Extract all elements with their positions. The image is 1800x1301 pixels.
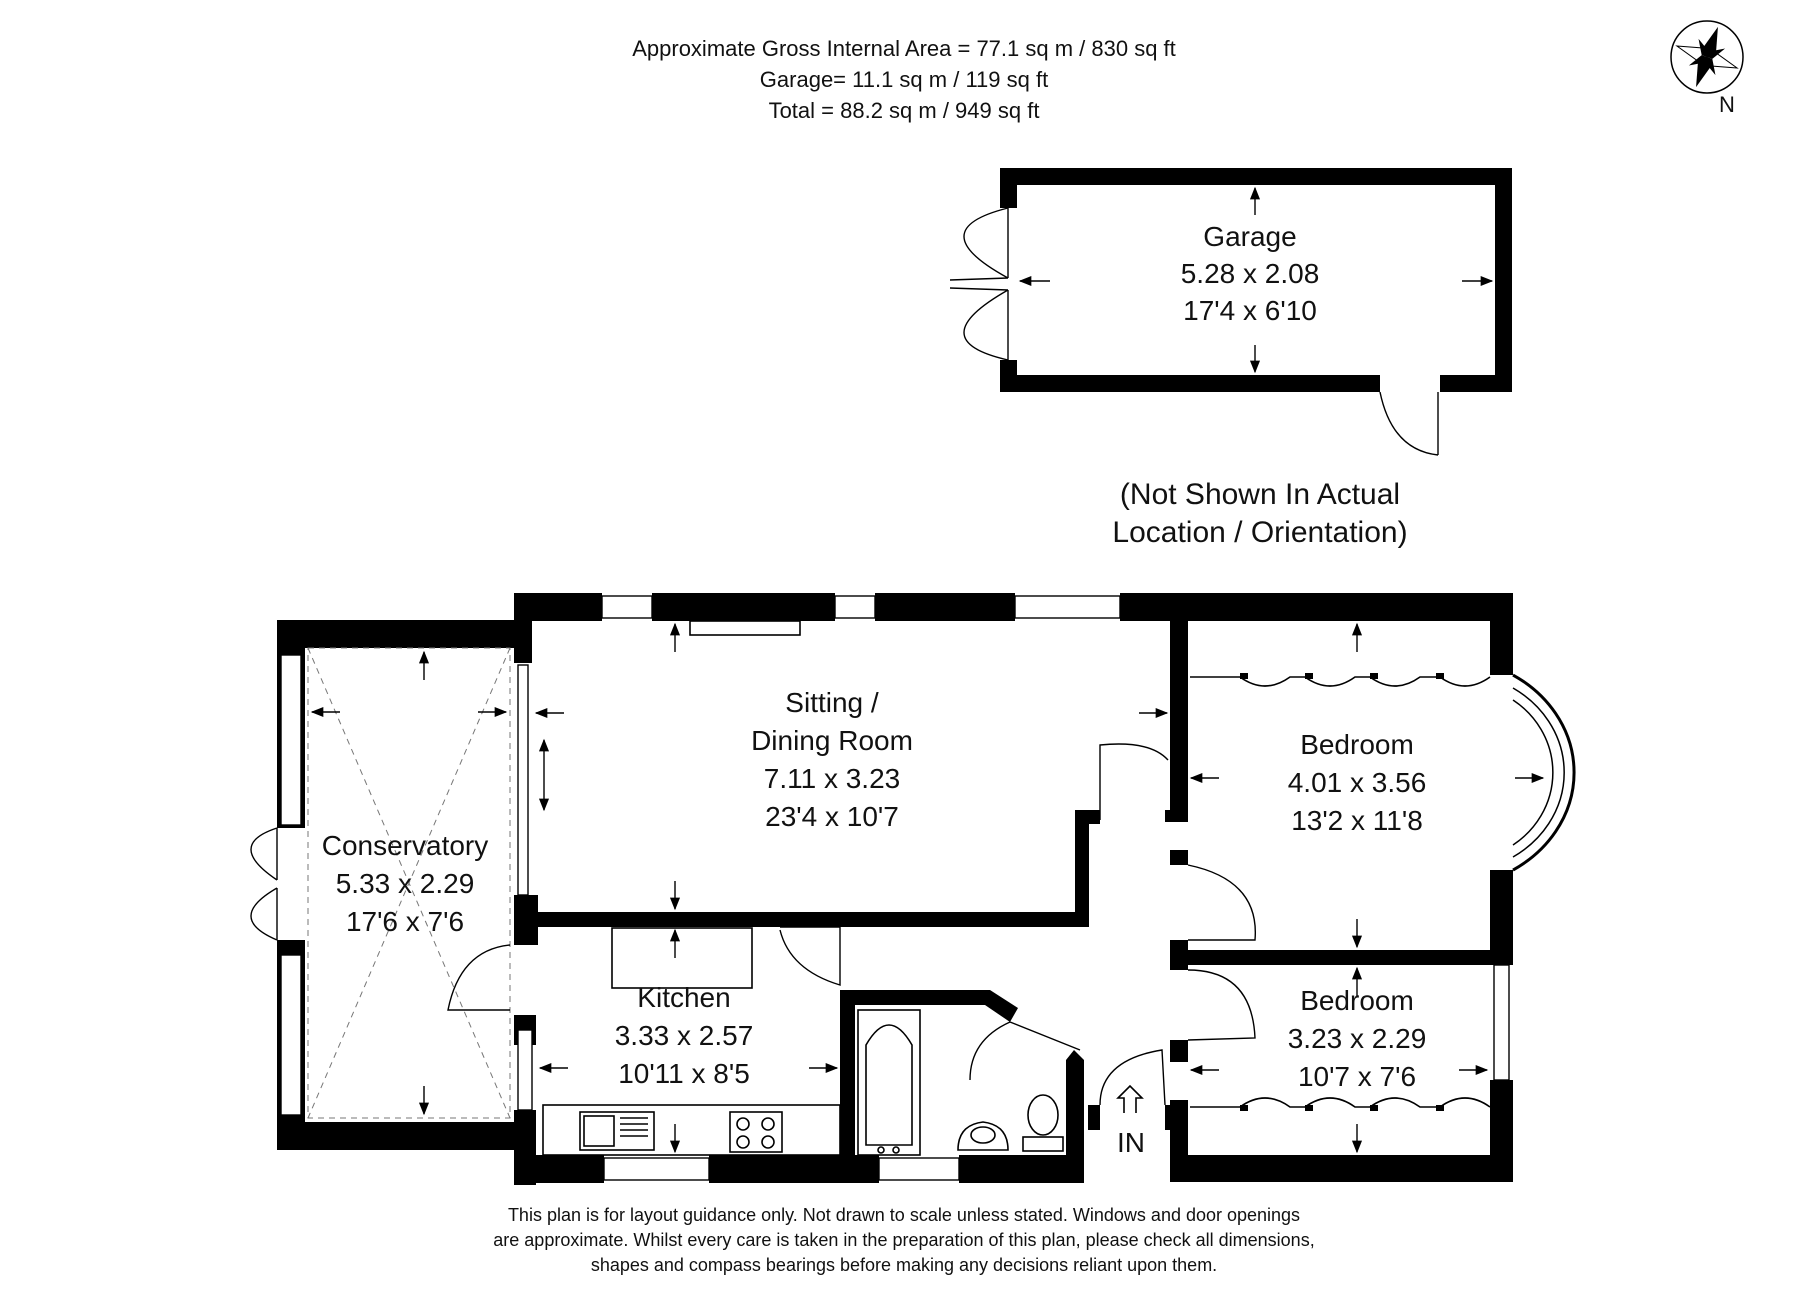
window-sitting-1 [602,596,652,618]
garage-wall-bottom [1000,375,1380,392]
sitting-name-line1: Sitting / [785,687,879,718]
garage-double-door-top [964,208,1008,278]
garage-wall-bottom-right [1440,375,1512,392]
garage-metric: 5.28 x 2.08 [1180,258,1320,289]
garage-side-door [1380,392,1438,455]
kitchen-imperial: 10'11 x 8'5 [618,1058,750,1089]
garage-double-door-bottom [964,290,1008,360]
fireplace-sitting [690,621,800,635]
garage-wall-right [1495,168,1512,392]
window-kitchen-bottom [604,1158,709,1180]
kitchen-hall-door [780,927,840,985]
bedroom-2 [1190,968,1490,1152]
bedroom1-name: Bedroom [1300,729,1414,760]
garage-note-line1: (Not Shown In Actual [1119,478,1401,511]
bedroom1-door [1188,865,1255,940]
sitting-metric: 7.11 x 3.23 [763,763,901,794]
kitchen-hob-extractor [612,928,752,988]
kitchen-name: Kitchen [637,982,731,1013]
bedroom1-imperial: 13'2 x 11'8 [1291,805,1423,836]
conservatory-imperial: 17'6 x 7'6 [345,906,465,937]
entrance-label: IN [1117,1127,1145,1158]
bathroom-door [970,1022,1080,1080]
disclaimer-line2: are approximate. Whilst every care is taken in the preparation of this plan, please check all dimensions, [493,1230,1315,1250]
compass-rose-icon [1671,21,1743,93]
garage-imperial: 17'4 x 6'10 [1183,295,1317,326]
disclaimer-line1: This plan is for layout guidance only. Not drawn to scale unless stated. Windows and door openings [507,1205,1301,1225]
bedroom1-metric: 4.01 x 3.56 [1287,767,1427,798]
total-area-text: Total = 88.2 sq m / 949 sq ft [768,98,1040,123]
window-conservatory-left-top [281,655,301,825]
sitting-imperial: 23'4 x 10'7 [765,801,899,832]
window-kitchen-left [518,1030,532,1110]
hob-icon [730,1112,782,1152]
front-door [1100,1050,1165,1105]
conservatory-door-top [251,828,277,880]
bedroom2-door [1188,970,1255,1040]
glazed-partition [518,665,528,895]
kitchen-room [540,927,840,1155]
garage-name: Garage [1203,221,1297,252]
disclaimer [493,1205,1314,1275]
conservatory-kitchen-door [448,945,510,1010]
sitting-dining-room [536,621,1168,909]
garage-area-text: Garage= 11.1 sq m / 119 sq ft [759,67,1049,92]
window-bedroom-2 [1494,965,1509,1080]
bedroom2-name: Bedroom [1300,985,1414,1016]
garage-wall-left-bottom [1000,360,1017,392]
bathroom-room [858,1010,1080,1155]
conservatory-name: Conservatory [321,830,489,861]
window-sitting-3 [1015,596,1120,618]
bedroom2-imperial: 10'7 x 7'6 [1297,1061,1417,1092]
window-sitting-2 [835,596,875,618]
sitting-hall-door [1100,744,1168,820]
entrance-arrow-icon [1118,1086,1142,1113]
sitting-name-line2: Dining Room [751,725,913,756]
sink-icon [580,1112,654,1150]
disclaimer-line3: shapes and compass bearings before making any decisions reliant upon them. [590,1255,1218,1275]
toilet-icon [1023,1095,1063,1151]
window-conservatory-left-bottom [281,955,301,1115]
kitchen-metric: 3.33 x 2.57 [614,1020,754,1051]
garage-note-line2: Location / Orientation) [1112,516,1408,549]
gross-area-text: Approximate Gross Internal Area = 77.1 sq m / 830 sq ft [632,36,1176,61]
area-summary [632,36,1176,123]
garage-plan [950,168,1512,455]
window-bathroom [879,1158,959,1180]
compass-north-label: N [1719,92,1735,117]
bedroom2-metric: 3.23 x 2.29 [1287,1023,1427,1054]
conservatory-metric: 5.33 x 2.29 [335,868,475,899]
conservatory-door-bottom [251,888,277,940]
bath-icon [858,1010,920,1155]
garage-wall-top [1000,168,1512,185]
garage-wall-left-top [1000,168,1017,208]
